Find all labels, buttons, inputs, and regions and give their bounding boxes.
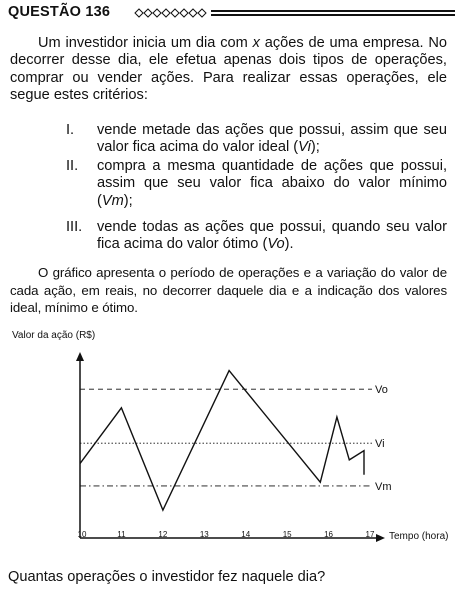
x-tick-11: 11 [117, 530, 126, 539]
x-axis-arrow [376, 534, 385, 542]
x-tick-15: 15 [282, 530, 292, 539]
x-tick-10: 10 [77, 530, 87, 539]
stock-value-line [80, 371, 364, 511]
y-axis-arrow [76, 352, 84, 361]
x-tick-12: 12 [158, 530, 168, 539]
x-tick-13: 13 [199, 530, 209, 539]
header-rule-decoration [133, 6, 455, 20]
criterion-3: vende todas as ações que possui, quando seu valor fica acima do valor ótimo (Vo). [97, 219, 447, 253]
question-header [8, 4, 448, 22]
variable-x: x [252, 35, 260, 51]
criterion-numeral-1: I. [66, 122, 75, 138]
criterion-2: compra a mesma quantidade de ações que possui, assim que seu valor fica abaixo do valor mínimo (Vm); [97, 158, 447, 209]
question-title: QUESTÃO 136 [8, 4, 111, 20]
reference-label-vm: Vm [375, 480, 392, 493]
x-tick-14: 14 [241, 530, 251, 539]
x-tick-16: 16 [324, 530, 334, 539]
intro-paragraph: Um investidor inicia um dia com x ações de uma empresa. No decorrer desse dia, ele efetua apenas dois tipos de operações, comprar ou vender ações. Para realizar essas operações, ele segue estes critérios: [10, 35, 447, 104]
criterion-1: vende metade das ações que possui, assim que seu valor fica acima do valor ideal (Vi); [97, 122, 447, 156]
reference-label-vo: Vo [375, 384, 388, 397]
criterion-numeral-3: III. [66, 219, 83, 235]
x-tick-17: 17 [365, 530, 375, 539]
reference-label-vi: Vi [375, 438, 385, 451]
y-axis-label: Valor da ação (R$) [12, 330, 96, 341]
stock-value-chart [0, 325, 458, 550]
x-axis-label: Tempo (hora) [389, 531, 449, 542]
graph-description: O gráfico apresenta o período de operações e a variação do valor de cada ação, em reais, no decorrer daquele dia e a indicação dos valores ideal, mínimo e ótimo. [10, 265, 447, 316]
criterion-numeral-2: II. [66, 158, 79, 174]
question-text: Quantas operações o investidor fez naquele dia? [8, 569, 326, 585]
